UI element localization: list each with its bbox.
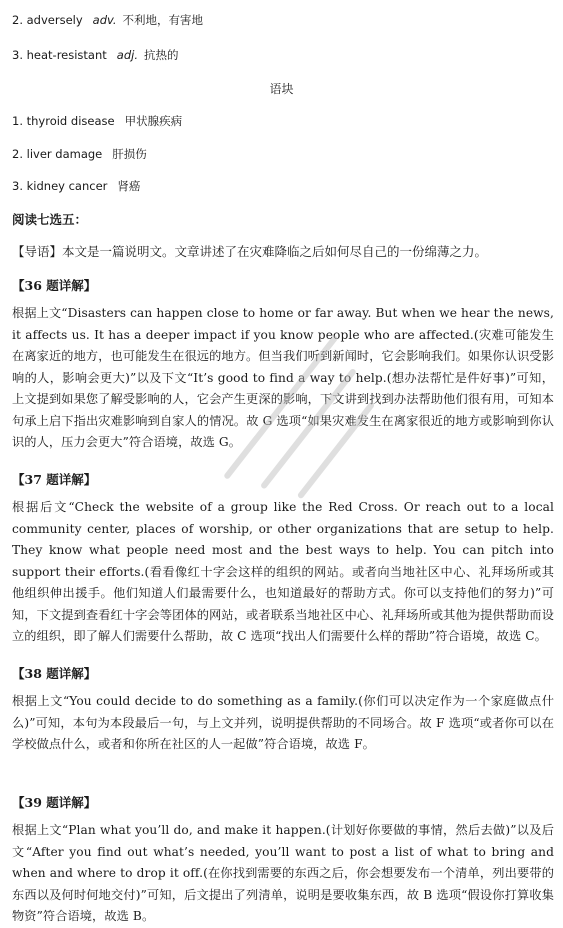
intro-text: 【导语】本文是一篇说明文。文章讲述了在灾难降临之后如何尽自己的一份绵薄之力。: [12, 244, 488, 259]
vocab-term: 3. heat-resistant: [12, 48, 107, 62]
question-heading-36: 【36 题详解】: [12, 278, 97, 293]
question-explanation-37: 根据后文“Check the website of a group like the Red Cross. Or reach out to a local community center, places of worship, or other organizations that are setup to help. They know what people need most and the best ways to help. You can pitch into support their efforts.(看看像红十字会这样的组织的网站。或者向当地社区中心、礼拜场所或其他组织伸出援手。他们知道人们最需要什么，也知道最好的帮助方式。你可以支持他们的努力)”可知，下文提到查看红十字会等团体的网站，或者联系当地社区中心、礼拜场所或其他为提供帮助而设立的组织，即了解人们需要什么帮助，故 C 选项“找出人们需要什么样的帮助”符合语境，故选 C。: [12, 500, 554, 643]
chunk-meaning: 甲状腺疾病: [124, 114, 183, 128]
question-heading-37: 【37 题详解】: [12, 472, 97, 487]
vocab-pos: adj.: [116, 48, 138, 62]
chunk-title: 语块: [269, 82, 294, 96]
vocab-term: 2. adversely: [12, 13, 83, 27]
question-explanation-36: 根据上文“Disasters can happen close to home or far away. But when we hear the news, it affects us. It has a deeper impact if you know people who are affected.(灾难可能发生在离家近的地方，也可能发生在很远的地方。但当我们听到新闻时，它会影响我们。如果你认识受影响的人，影响会更大)”以及下文“It’s good to find a way to help.(想办法帮忙是件好事)”可知，上文提到如果您了解受影响的人，它会产生更深的影响，下文讲到找到办法帮助他们很有用，可知本句承上启下指出灾难影响到自家人的情况。故 G 选项“如果灾难发生在离家很近的地方或影响到你认识的人，压力会更大”符合语境，故选 G。: [12, 306, 554, 449]
question-explanation-39: 根据上文“Plan what you’ll do, and make it happen.(计划好你要做的事情，然后去做)”以及后文“After you find out what’s needed, you’ll want to post a list of what to bring and when and where to drop it off.(在你找到需要的东西之后，你会想要发布一个清单，列出要带的东西以及何时何地交付)”可知，后文提出了列清单，说明是要收集东西，故 B 选项“假设你打算收集物资”符合语境，故选 B。: [12, 823, 554, 923]
chunk-term: 2. liver damage: [12, 147, 103, 161]
vocab-pos: adv.: [92, 13, 117, 27]
question-explanation-38: 根据上文“You could decide to do something as a family.(你们可以决定作为一个家庭做点什么)”可知，本句为本段最后一句，与上文并列，说明提供帮助的不同场合。故 F 选项“或者你可以在学校做点什么，或者和你所在社区的人一起做”符合语境，故选 F。: [12, 694, 554, 751]
chunk-item: [12, 113, 182, 129]
chunk-term: 3. kidney cancer: [12, 179, 108, 193]
vocab-meaning: 抗热的: [143, 48, 179, 62]
chunk-term: 1. thyroid disease: [12, 114, 115, 128]
chunk-item: [12, 146, 147, 162]
vocab-item: [12, 12, 203, 28]
vocab-item: [12, 47, 178, 63]
chunk-item: [12, 178, 140, 194]
vocab-meaning: 不利地，有害地: [122, 13, 204, 27]
question-heading-39: 【39 题详解】: [12, 795, 97, 810]
question-heading-38: 【38 题详解】: [12, 666, 97, 681]
chunk-meaning: 肝损伤: [112, 147, 147, 161]
section-title: 阅读七选五：: [12, 212, 88, 227]
chunk-meaning: 肾癌: [117, 179, 141, 193]
